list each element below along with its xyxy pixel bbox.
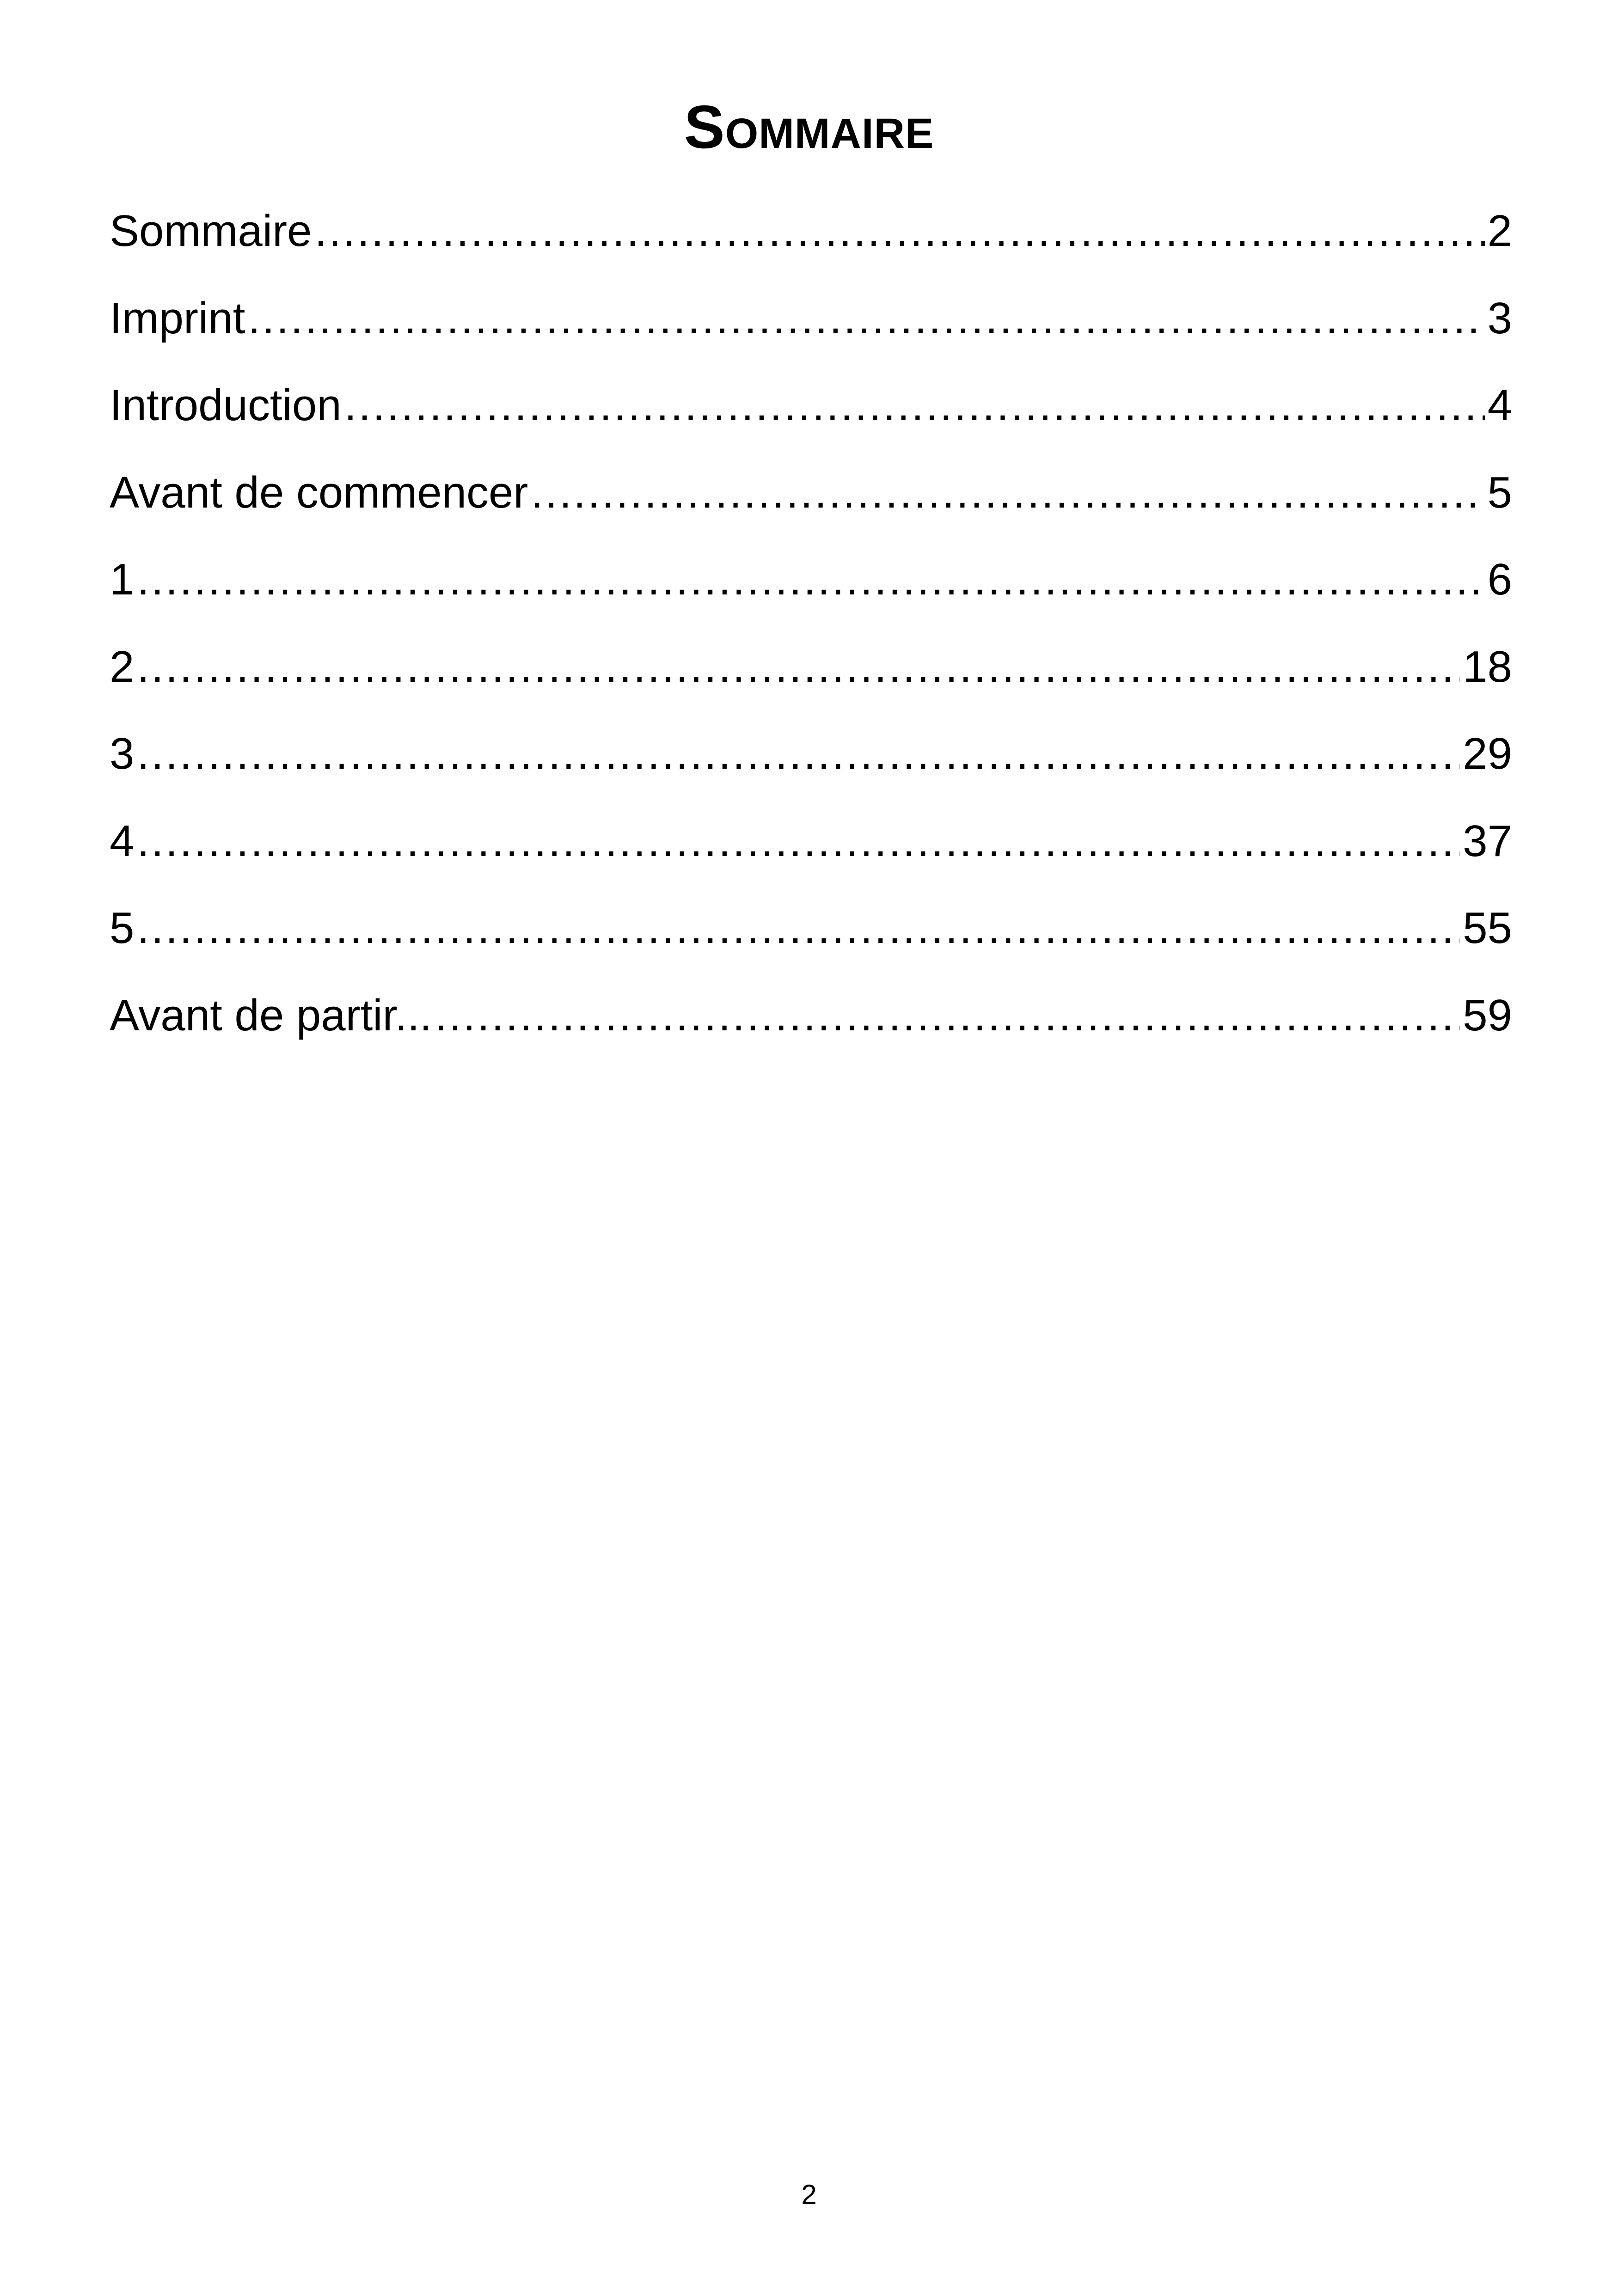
toc-entry-page: 59 xyxy=(1463,990,1512,1040)
toc-entry-label: 1 xyxy=(110,555,135,604)
toc-entry-label: Imprint xyxy=(110,293,245,343)
dot-leader xyxy=(137,635,1460,699)
toc-entry-page: 29 xyxy=(1463,729,1512,778)
toc-entry-page: 5 xyxy=(1487,467,1512,517)
toc-entry xyxy=(110,983,1512,1071)
toc-entry-page: 37 xyxy=(1463,816,1512,866)
toc-entry-label: 4 xyxy=(110,816,135,866)
dot-leader xyxy=(137,547,1484,612)
toc-entry xyxy=(110,896,1512,983)
toc-entry xyxy=(110,286,1512,373)
toc-entry xyxy=(110,199,1512,286)
toc-entry-label: 5 xyxy=(110,903,135,953)
toc-entry-page: 3 xyxy=(1487,293,1512,343)
toc-entry-page: 55 xyxy=(1463,903,1512,953)
dot-leader xyxy=(314,199,1484,263)
toc-entry xyxy=(110,373,1512,460)
toc-entry-label: Introduction xyxy=(110,380,342,430)
table-of-contents xyxy=(110,199,1512,1070)
dot-leader xyxy=(137,809,1460,874)
toc-entry xyxy=(110,722,1512,809)
dot-leader xyxy=(137,722,1460,786)
toc-entry-page: 18 xyxy=(1463,642,1512,692)
page-number: 2 xyxy=(801,2179,817,2210)
toc-entry xyxy=(110,809,1512,896)
dot-leader xyxy=(137,896,1460,961)
toc-entry-page: 2 xyxy=(1487,206,1512,256)
toc-entry-label: Avant de partir... xyxy=(110,990,432,1040)
page-title: Sommaire xyxy=(684,93,934,161)
toc-entry-label: Sommaire xyxy=(110,206,312,256)
toc-entry xyxy=(110,635,1512,722)
toc-entry-label: 2 xyxy=(110,642,135,692)
dot-leader xyxy=(435,983,1460,1048)
dot-leader xyxy=(344,373,1485,438)
toc-entry-label: Avant de commencer xyxy=(110,467,528,517)
toc-entry-label: 3 xyxy=(110,729,135,778)
dot-leader xyxy=(531,460,1484,525)
toc-entry-page: 6 xyxy=(1487,555,1512,604)
toc-entry-page: 4 xyxy=(1487,380,1512,430)
toc-entry xyxy=(110,460,1512,548)
toc-entry xyxy=(110,547,1512,635)
dot-leader xyxy=(248,286,1484,351)
